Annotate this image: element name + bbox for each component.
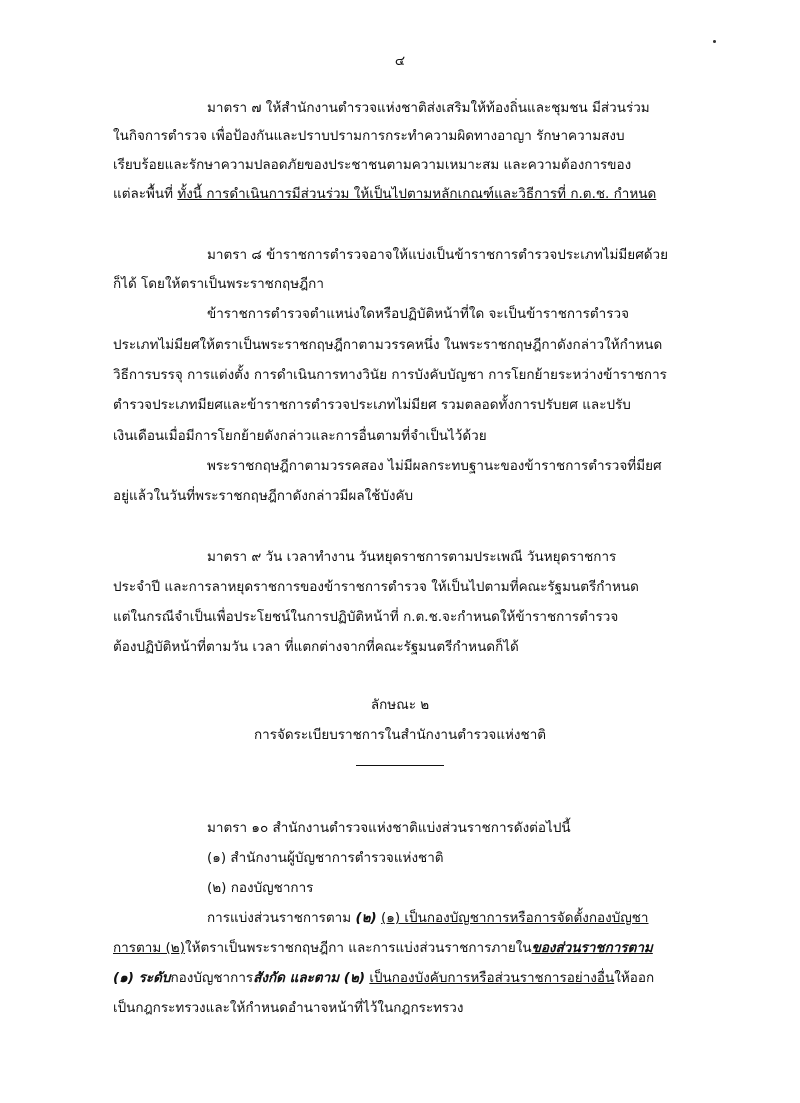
section-8-line-5: วิธีการบรรจุ การแต่งตั้ง การดำเนินการทางวินัย การบังคับบัญชา การโยกย้ายระหว่างข้าราชการ [113,367,667,383]
section-9-line-3: แต่ในกรณีจำเป็นเพื่อประโยชน์ในการปฏิบัติหน้าที่ ก.ต.ช.จะกำหนดให้ข้าราชการตำรวจ [113,609,619,625]
section-10-line-1: มาตรา ๑๐ สำนักงานตำรวจแห่งชาติแบ่งส่วนราชการดังต่อไปนี้ [207,820,571,836]
section-7-amended-text: ทั้งนี้ การดำเนินการมีส่วนร่วม ให้เป็นไปตามหลักเกณฑ์และวิธีการที่ ก.ต.ช. กำหนด [177,186,657,202]
heading-divider [356,765,444,766]
part-heading: ลักษณะ ๒ [370,697,430,713]
para-2-struck-text: ของส่วนราชการตาม [531,940,653,956]
section-9-line-1: มาตรา ๙ วัน เวลาทำงาน วันหยุดราชการตามประเพณี วันหยุดราชการ [207,549,617,565]
section-8-line-4: ประเภทไม่มียศให้ตราเป็นพระราชกฤษฎีกาตามวรรคหนึ่ง ในพระราชกฤษฎีกาดังกล่าวให้กำหนด [113,337,663,353]
para-1-struck-ref: (๒) [355,910,377,926]
section-9-line-4: ต้องปฏิบัติหน้าที่ตามวัน เวลา ที่แตกต่างจากที่คณะรัฐมนตรีกำหนดก็ได้ [113,639,519,655]
section-8-line-6: ตำรวจประเภทมียศและข้าราชการตำรวจประเภทไม่มียศ รวมตลอดทั้งการปรับยศ และปรับ [113,397,631,413]
para-1-amended-text: (๑) เป็นกองบัญชาการหรือการจัดตั้งกองบัญชา [381,910,649,926]
section-8-line-9: อยู่แล้วในวันที่พระราชกฤษฎีกาดังกล่าวมีผลใช้บังคับ [113,488,414,504]
section-10-para-line-4: เป็นกฎกระทรวงและให้กำหนดอำนาจหน้าที่ไว้ในกฎกระทรวง [113,1000,464,1016]
para-3-struck-affiliation: สังกัด และตาม (๒) [253,970,366,986]
section-9-line-2: ประจำปี และการลาหยุดราชการของข้าราชการตำรวจ ให้เป็นไปตามที่คณะรัฐมนตรีกำหนด [113,579,639,595]
section-7-line-4-start: แต่ละพื้นที่ [113,186,178,202]
section-10-item-2: (๒) กองบัญชาการ [207,880,314,896]
para-3-end: ให้ออก [614,970,655,986]
section-8-line-2: ก็ได้ โดยให้ตราเป็นพระราชกฤษฎีกา [113,276,324,292]
scan-speck [713,40,716,43]
part-title: การจัดระเบียบราชการในสำนักงานตำรวจแห่งชาติ [253,727,547,743]
section-7-line-3: เรียบร้อยและรักษาความปลอดภัยของประชาชนตามความเหมาะสม และความต้องการของ [113,157,632,173]
para-2-middle: ให้ตราเป็นพระราชกฤษฎีกา และการแบ่งส่วนราชการภายใน [184,940,532,956]
section-8-line-7: เงินเดือนเมื่อมีการโยกย้ายดังกล่าวและการอื่นตามที่จำเป็นไว้ด้วย [113,428,487,444]
section-10-para-line-3 [113,969,654,987]
para-3-amended-text: เป็นกองบังคับการหรือส่วนราชการอย่างอื่น [369,970,615,986]
section-8-line-8: พระราชกฤษฎีกาตามวรรคสอง ไม่มีผลกระทบฐานะของข้าราชการตำรวจที่มียศ [207,458,662,474]
para-3-struck-level: (๑) ระดับ [113,970,171,986]
section-7-line-2: ในกิจการตำรวจ เพื่อป้องกันและปราบปรามการกระทำความผิดทางอาญา รักษาความสงบ [113,128,625,144]
section-7-line-4 [113,185,656,203]
section-8-line-3: ข้าราชการตำรวจตำแหน่งใดหรือปฏิบัติหน้าที่ใด จะเป็นข้าราชการตำรวจ [207,306,629,322]
section-7-line-1: มาตรา ๗ ให้สำนักงานตำรวจแห่งชาติส่งเสริมให้ท้องถิ่นและชุมชน มีส่วนร่วม [207,100,650,116]
section-10-para-line-2 [113,939,653,957]
page-number: ๔ [394,53,406,69]
section-8-line-1: มาตรา ๘ ข้าราชการตำรวจอาจให้แบ่งเป็นข้าราชการตำรวจประเภทไม่มียศด้วย [207,247,669,263]
para-1-start: การแบ่งส่วนราชการตาม [207,910,356,926]
para-2-amended-text: การตาม (๒) [113,940,185,956]
section-10-para-line-1 [207,909,649,927]
section-10-item-1: (๑) สำนักงานผู้บัญชาการตำรวจแห่งชาติ [207,850,444,866]
para-3-command: กองบัญชาการ [170,970,254,986]
